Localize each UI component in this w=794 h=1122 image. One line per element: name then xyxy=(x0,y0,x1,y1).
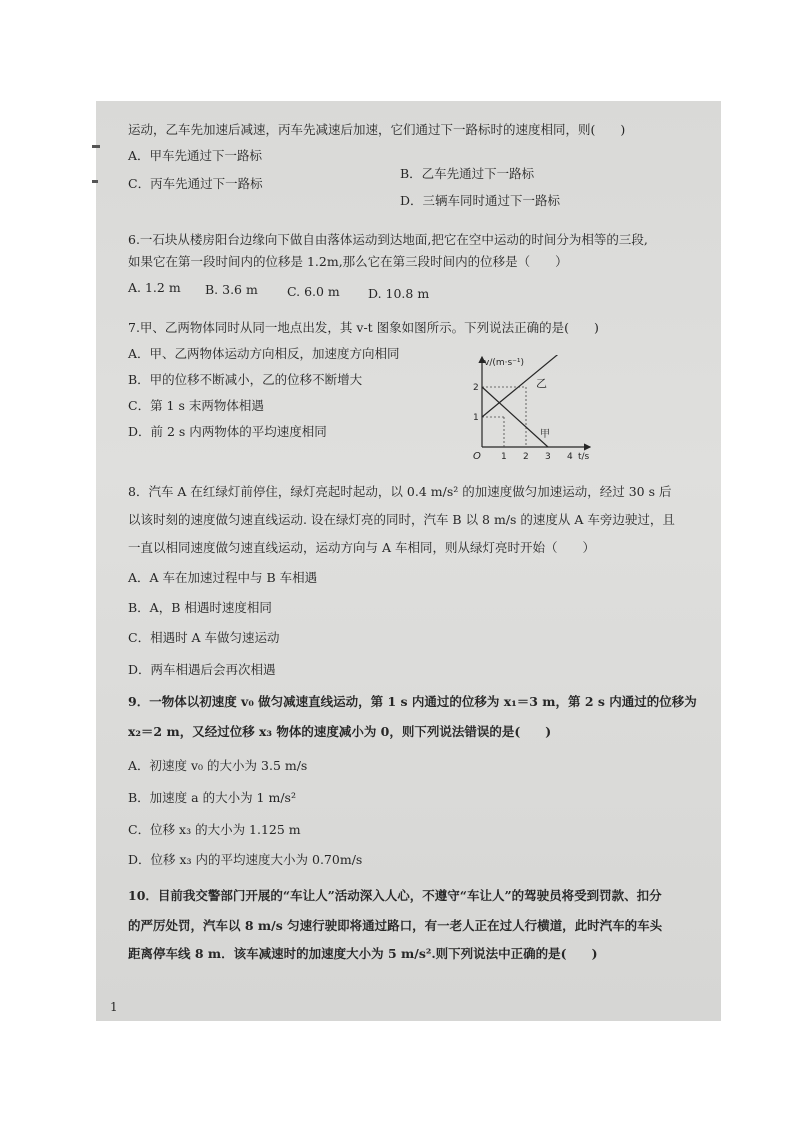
page-number: 1 xyxy=(110,1000,118,1014)
x-tick-label: 4 xyxy=(567,452,573,462)
q9-option-a: A．初速度 v₀ 的大小为 3.5 m/s xyxy=(128,758,308,773)
y-axis-label: v/(m·s⁻¹) xyxy=(484,358,525,368)
q10-stem-line2: 的严厉处罚，汽车以 8 m/s 匀速行驶即将通过路口，有一老人正在过人行横道，此时汽车的车头 xyxy=(128,918,663,933)
q8-stem-line2: 以该时刻的速度做匀速直线运动. 设在绿灯亮的同时，汽车 B 以 8 m/s 的速度从 A 车旁边驶过，且 xyxy=(128,512,675,527)
q7-stem: 7.甲、乙两物体同时从同一地点出发，其 v-t 图象如图所示。下列说法正确的是( ) xyxy=(128,320,599,335)
q5-continuation: 运动，乙车先加速后减速，丙车先减速后加速，它们通过下一路标时的速度相同，则( ) xyxy=(128,122,626,137)
q5-option-b: B．乙车先通过下一路标 xyxy=(400,166,535,181)
x-axis-label: t/s xyxy=(578,452,590,462)
x-tick-label: 1 xyxy=(501,452,507,462)
q9-option-c: C．位移 x₃ 的大小为 1.125 m xyxy=(128,822,301,837)
q8-stem-line3: 一直以相同速度做匀速直线运动，运动方向与 A 车相同，则从绿灯亮时开始（ ） xyxy=(128,540,595,555)
q6-stem-line1: 6.一石块从楼房阳台边缘向下做自由落体运动到达地面,把它在空中运动的时间分为相等的三段, xyxy=(128,232,648,247)
edge-mark xyxy=(92,145,100,148)
q5-option-c: C．丙车先通过下一路标 xyxy=(128,176,263,191)
y-tick-label: 1 xyxy=(473,413,479,423)
y-tick-label: 2 xyxy=(473,383,479,393)
x-tick-label: 2 xyxy=(523,452,529,462)
edge-mark xyxy=(92,180,98,183)
q7-option-b: B．甲的位移不断减小，乙的位移不断增大 xyxy=(128,372,363,387)
q8-option-b: B．A，B 相遇时速度相同 xyxy=(128,600,272,615)
q7-option-d: D．前 2 s 内两物体的平均速度相同 xyxy=(128,424,327,439)
q6-stem-line2: 如果它在第一段时间内的位移是 1.2m,那么它在第三段时间内的位移是（ ） xyxy=(128,254,568,269)
x-tick-label: 3 xyxy=(545,452,551,462)
q6-option-d: D. 10.8 m xyxy=(368,286,430,301)
q6-option-b: B. 3.6 m xyxy=(205,282,258,297)
q8-option-a: A．A 车在加速过程中与 B 车相遇 xyxy=(128,570,318,585)
q10-stem-line3: 距离停车线 8 m．该车减速时的加速度大小为 5 m/s².则下列说法中正确的是( ) xyxy=(128,946,598,961)
series-label-yi: 乙 xyxy=(536,377,547,390)
series-label-jia: 甲 xyxy=(540,429,550,440)
q5-option-a: A．甲车先通过下一路标 xyxy=(128,148,263,163)
q8-stem-line1: 8．汽车 A 在红绿灯前停住，绿灯亮起时起动，以 0.4 m/s² 的加速度做匀加速运动，经过 30 s 后 xyxy=(128,484,672,499)
origin-label: O xyxy=(473,451,481,462)
q5-option-d: D．三辆车同时通过下一路标 xyxy=(400,193,561,208)
q6-option-a: A. 1.2 m xyxy=(128,280,181,295)
q8-option-c: C．相遇时 A 车做匀速运动 xyxy=(128,630,280,645)
q7-option-c: C．第 1 s 末两物体相遇 xyxy=(128,398,264,413)
q10-stem-line1: 10．目前我交警部门开展的“车让人”活动深入人心，不遵守“车让人”的驾驶员将受到罚款、扣分 xyxy=(128,888,662,903)
q9-option-b: B．加速度 a 的大小为 1 m/s² xyxy=(128,790,296,805)
q8-option-d: D．两车相遇后会再次相遇 xyxy=(128,662,276,677)
q9-option-d: D．位移 x₃ 内的平均速度大小为 0.70m/s xyxy=(128,852,363,867)
q9-stem-line2: x₂＝2 m，又经过位移 x₃ 物体的速度减小为 0，则下列说法错误的是( ) xyxy=(128,724,552,739)
q7-option-a: A．甲、乙两物体运动方向相反，加速度方向相同 xyxy=(128,346,400,361)
vt-graph xyxy=(468,355,596,465)
q9-stem-line1: 9．一物体以初速度 v₀ 做匀减速直线运动，第 1 s 内通过的位移为 x₁＝3 m，第 2 s 内通过的位移为 xyxy=(128,694,697,709)
q6-option-c: C. 6.0 m xyxy=(287,284,340,299)
